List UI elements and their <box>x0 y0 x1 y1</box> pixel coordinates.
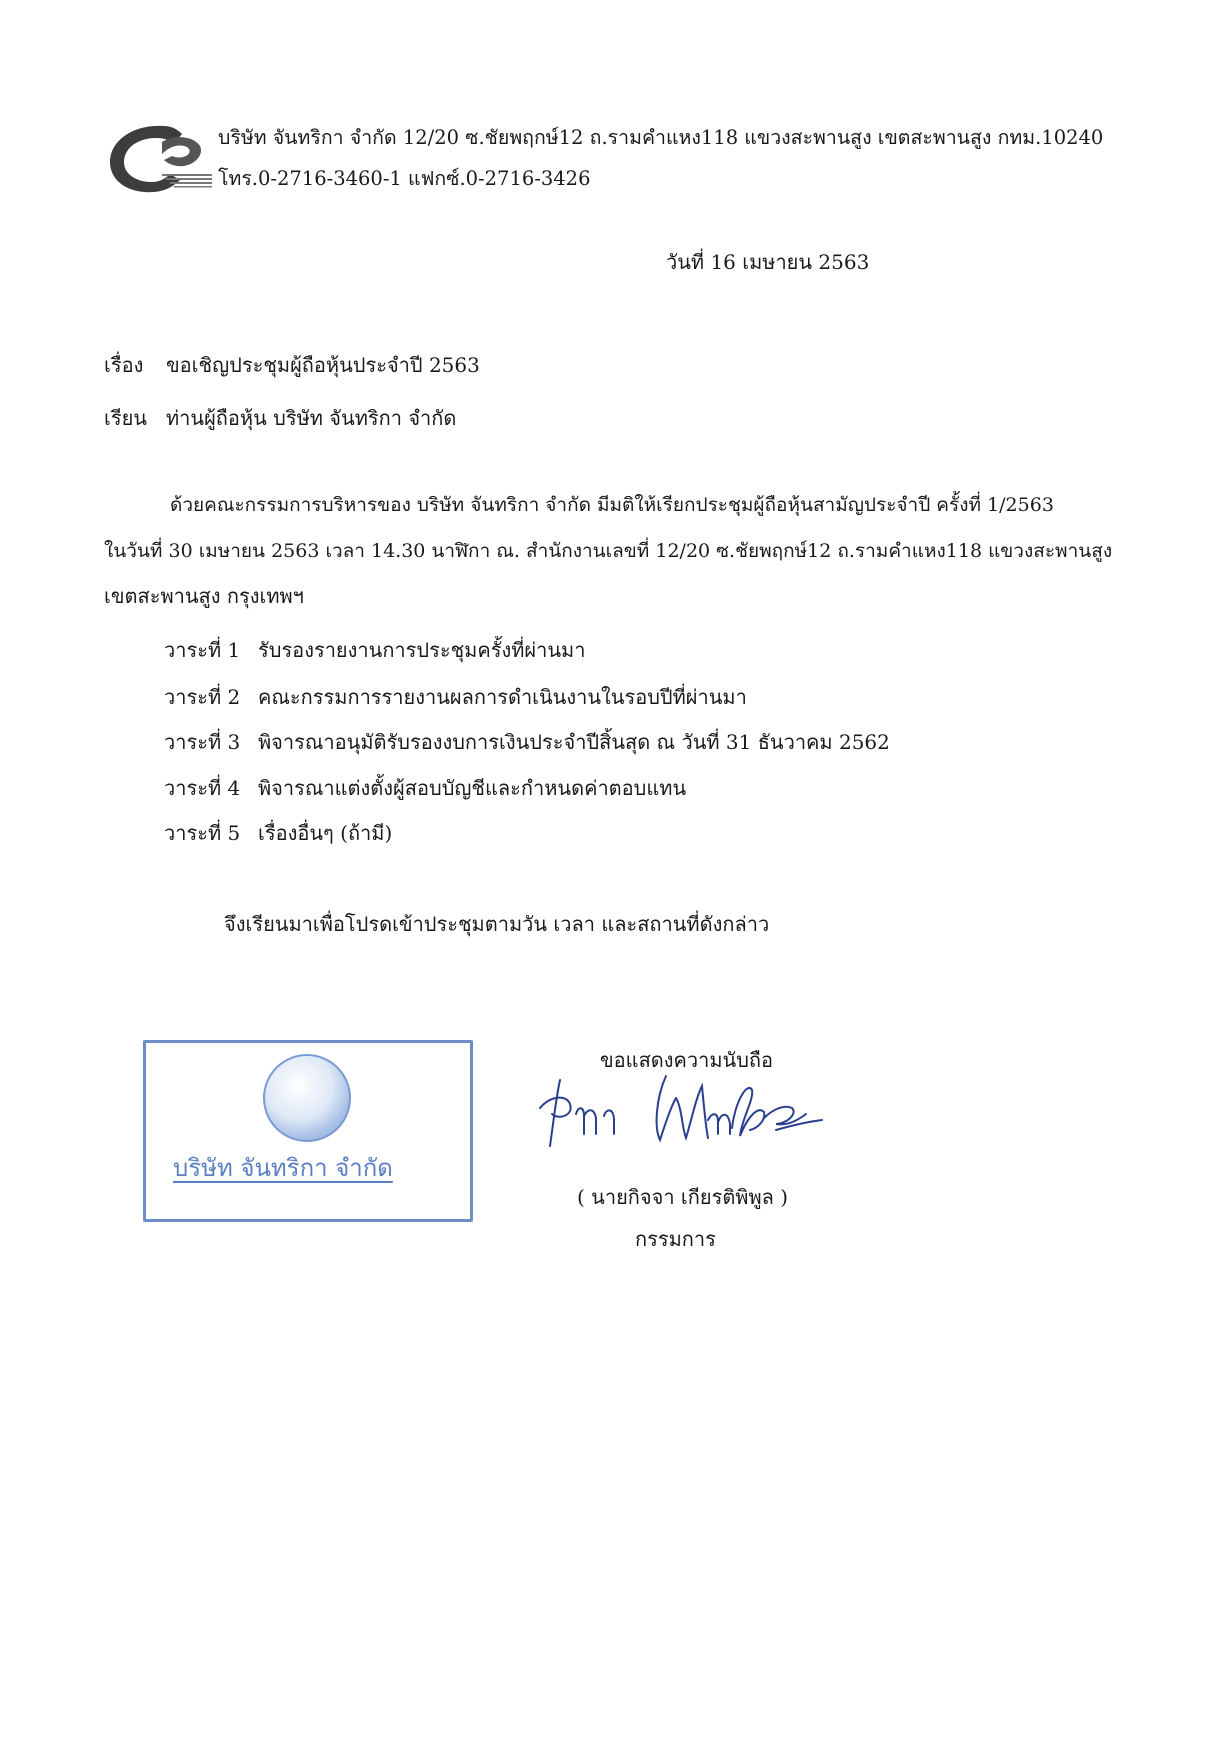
recipient-label: เรียน <box>104 406 147 430</box>
stamp-text: บริษัท จันทริกา จำกัด <box>173 1154 393 1182</box>
company-logo <box>104 120 214 198</box>
agenda-label: วาระที่ 4 <box>164 776 241 800</box>
body-line-2: ในวันที่ 30 เมษายน 2563 เวลา 14.30 นาฬิกา ณ. สำนักงานเลขที่ 12/20 ซ.ชัยพฤกษ์12 ถ.รามคำแหง118 แขวงสะพานสูง <box>104 540 1113 562</box>
stamp-seal-icon <box>263 1054 351 1142</box>
signatory-name: ( นายกิจจา เกียรติพิพูล ) <box>577 1185 789 1209</box>
signature-salutation: ขอแสดงความนับถือ <box>600 1048 774 1072</box>
agenda-label: วาระที่ 1 <box>164 638 241 662</box>
subject-label: เรื่อง <box>104 353 144 377</box>
agenda-item: รับรองรายงานการประชุมครั้งที่ผ่านมา <box>258 638 586 662</box>
company-stamp <box>143 1040 473 1222</box>
handwritten-signature <box>536 1068 846 1158</box>
signatory-title: กรรมการ <box>635 1227 716 1251</box>
recipient-text: ท่านผู้ถือหุ้น บริษัท จันทริกา จำกัด <box>166 406 457 430</box>
body-line-3: เขตสะพานสูง กรุงเทพฯ <box>104 584 304 608</box>
agenda-label: วาระที่ 2 <box>164 685 241 709</box>
subject-text: ขอเชิญประชุมผู้ถือหุ้นประจำปี 2563 <box>166 353 480 377</box>
company-contact: โทร.0-2716-3460-1 แฟกซ์.0-2716-3426 <box>218 167 591 190</box>
agenda-item: พิจารณาอนุมัติรับรองงบการเงินประจำปีสิ้นสุด ณ วันที่ 31 ธันวาคม 2562 <box>258 730 890 754</box>
letter-date: วันที่ 16 เมษายน 2563 <box>666 250 870 274</box>
closing-text: จึงเรียนมาเพื่อโปรดเข้าประชุมตามวัน เวลา และสถานที่ดังกล่าว <box>224 912 770 936</box>
agenda-item: พิจารณาแต่งตั้งผู้สอบบัญชีและกำหนดค่าตอบแทน <box>258 776 687 800</box>
agenda-item: คณะกรรมการรายงานผลการดำเนินงานในรอบปีที่ผ่านมา <box>258 685 747 709</box>
agenda-item: เรื่องอื่นๆ (ถ้ามี) <box>258 821 393 845</box>
agenda-label: วาระที่ 3 <box>164 730 241 754</box>
company-address: บริษัท จันทริกา จำกัด 12/20 ซ.ชัยพฤกษ์12 ถ.รามคำแหง118 แขวงสะพานสูง เขตสะพานสูง กทม.10240 <box>218 126 1104 149</box>
body-line-1: ด้วยคณะกรรมการบริหารของ บริษัท จันทริกา จำกัด มีมติให้เรียกประชุมผู้ถือหุ้นสามัญประจำปี ครั้งที่ 1/2563 <box>170 494 1054 516</box>
agenda-label: วาระที่ 5 <box>164 821 241 845</box>
